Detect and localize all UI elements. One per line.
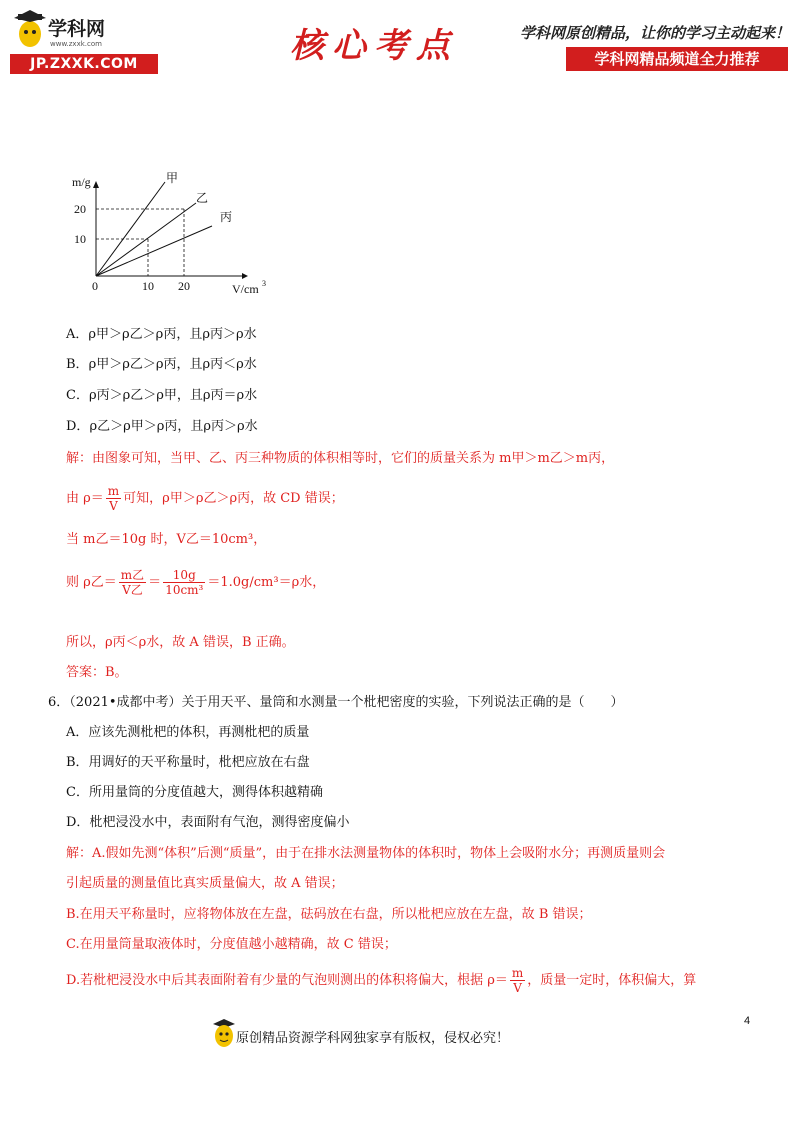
logo-url: www.zxxk.com [50,40,102,48]
y-axis-arrow [93,181,99,188]
q5-solution-line-5: 所以，ρ丙＜ρ水，故 A 错误，B 正确。 [66,635,295,650]
q6-solution-line-4: C.在用量筒量取液体时，分度值越小越精确，故 C 错误； [66,937,397,952]
option-letter: B． [66,755,89,770]
x-axis-arrow [242,273,248,279]
option-letter: A． [66,725,89,740]
density-formula [510,966,525,995]
denominator: V乙 [122,583,143,597]
q6-option-d [66,814,349,832]
page-title: 核心考点 [290,26,458,66]
y-tick-10: 10 [74,232,86,246]
text: ，质量一定时，体积偏大，算 [527,973,697,988]
text: ＝ [148,575,162,590]
series-line-jia [96,182,165,276]
mass-volume-graph [62,166,282,306]
series-label-bing: 丙 [220,210,233,224]
x-tick-10: 10 [142,279,154,293]
denominator: V [109,499,118,513]
series-label-yi: 乙 [196,191,209,205]
option-letter: C． [66,388,89,403]
logo-name: 学科网 [48,18,106,40]
option-text: 应该先测枇杷的体积，再测枇杷的质量 [88,725,310,740]
x-axis-label: V/cm [232,282,259,296]
option-letter: D． [66,815,90,830]
q5-solution-line-4 [66,568,325,597]
numerator: m乙 [120,568,145,582]
q6-stem: 6．（2021•成都中考）关于用天平、量筒和水测量一个枇杷密度的实验，下列说法正确的是（ ） [48,695,624,710]
text: 则 ρ乙＝ [66,575,117,590]
q6-solution-line-2: 引起质量的测量值比真实质量偏大，故 A 错误； [66,876,344,891]
option-text: ρ甲＞ρ乙＞ρ丙，且ρ丙＜ρ水 [88,357,257,372]
option-text: ρ甲＞ρ乙＞ρ丙，且ρ丙＞ρ水 [88,327,257,342]
numerator: m [511,966,524,980]
q5-option-a [66,326,257,344]
option-text: 用调好的天平称量时，枇杷应放在右盘 [88,755,310,770]
q6-option-b [66,754,310,772]
denominator: V [513,981,522,995]
numerator: m [107,484,120,498]
q5-solution-line-1: 解：由图象可知，当甲、乙、丙三种物质的体积相等时，它们的质量关系为 m甲＞m乙＞m丙， [66,451,615,466]
slogan-bar: 学科网精品频道全力推荐 [566,47,788,71]
text: D.若枇杷浸没水中后其表面附着有少量的气泡则测出的体积将偏大，根据 ρ＝ [66,973,508,988]
text: 可知，ρ甲＞ρ乙＞ρ丙，故 CD 错误； [123,491,344,506]
q5-answer: 答案：B。 [66,665,128,680]
copyright-notice: 原创精品资源学科网独家享有版权，侵权必究！ [236,1031,510,1046]
y-tick-20: 20 [74,202,86,216]
option-letter: C． [66,785,89,800]
q6-solution-line-5 [66,966,696,995]
numerator: 10g [163,568,205,583]
x-tick-20: 20 [178,279,190,293]
q6-option-a [66,724,309,742]
denominator: 10cm³ [165,583,204,597]
page-number: 4 [744,1015,751,1027]
site-logo[interactable] [10,10,158,72]
mascot-icon [211,1016,237,1052]
option-letter: B． [66,357,89,372]
x-axis-label-sup: 3 [262,279,266,288]
option-letter: A． [66,327,89,342]
q5-solution-line-3: 当 m乙＝10g 时，V乙＝10cm³， [66,532,267,547]
option-text: ρ丙＞ρ乙＞ρ甲，且ρ丙＝ρ水 [88,388,258,403]
option-text: 所用量筒的分度值越大，测得体积越精确 [88,785,323,800]
fraction-1 [119,568,146,597]
option-text: 枇杷浸没水中，表面附有气泡，测得密度偏小 [89,815,350,830]
text: 由 ρ＝ [66,491,104,506]
q5-solution-line-2 [66,484,344,513]
q5-option-c [66,387,257,405]
q6-option-c [66,784,323,802]
q6-solution-line-1: 解：A.假如先测“体积”后测“质量”，由于在排水法测量物体的体积时，物体上会吸附水分；再测质量则会 [66,846,666,861]
y-axis-label: m/g [72,175,91,189]
slogan: 学科网原创精品，让你的学习主动起来！ [520,24,791,42]
q5-option-d [66,418,258,436]
q6-solution-line-3: B.在用天平称量时，应将物体放在左盘，砝码放在右盘，所以枇杷应放在左盘，故 B 错误； [66,907,592,922]
fraction-2 [163,568,205,597]
q5-option-b [66,356,257,374]
text: ＝1.0g/cm³＝ρ水， [207,575,326,590]
logo-bar: JP.ZXXK.COM [10,54,158,74]
series-label-jia: 甲 [166,171,179,185]
option-text: ρ乙＞ρ甲＞ρ丙，且ρ丙＞ρ水 [89,419,258,434]
x-tick-0: 0 [92,279,98,293]
density-formula [106,484,121,513]
option-letter: D． [66,419,90,434]
